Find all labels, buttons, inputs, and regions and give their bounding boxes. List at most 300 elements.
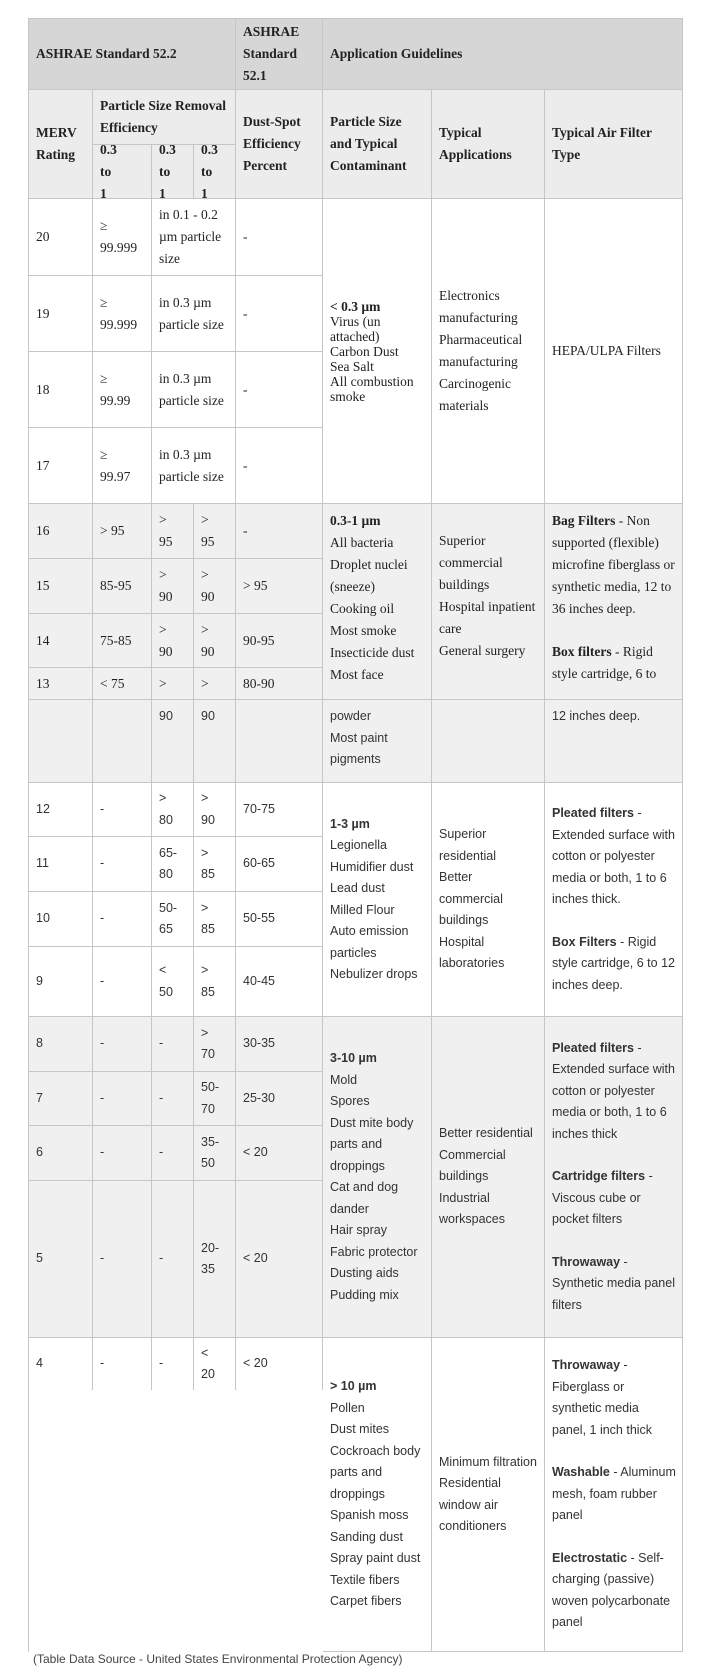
merv-rating-cell-text: 5 bbox=[36, 1251, 43, 1266]
filter-title: Washable bbox=[552, 1465, 610, 1480]
efficiency-cell-text: > 90 bbox=[201, 621, 215, 659]
text-line: Mold bbox=[330, 1072, 358, 1087]
efficiency-cell-text: - bbox=[100, 801, 105, 816]
header-sub-range bbox=[92, 144, 152, 199]
text-line: Superior residential bbox=[439, 827, 496, 863]
text-line: Electronics manufacturing bbox=[439, 288, 518, 325]
efficiency-cell-text: - bbox=[159, 1356, 164, 1371]
filter-description bbox=[552, 510, 676, 620]
efficiency-cell-text: ≥ 99.999 bbox=[100, 218, 138, 255]
cell-heading: > 10 µm bbox=[330, 1379, 377, 1394]
merv-rating-cell-text: 19 bbox=[36, 305, 50, 321]
merv-rating-cell bbox=[28, 667, 93, 700]
dust-spot-cell bbox=[235, 1180, 323, 1338]
efficiency-cell-text: - bbox=[100, 856, 105, 871]
efficiency-cell-text: - bbox=[100, 1036, 105, 1051]
text-line: pigments bbox=[330, 752, 381, 766]
efficiency-cell-text: > 90 bbox=[159, 567, 173, 604]
merv-rating-cell bbox=[28, 351, 93, 428]
dust-spot-cell-text: - bbox=[243, 229, 248, 244]
filter-description bbox=[552, 1548, 676, 1634]
efficiency-cell bbox=[92, 667, 152, 700]
filter-description bbox=[552, 803, 676, 911]
merv-rating-cell bbox=[28, 198, 93, 276]
efficiency-cell-text: 35-50 bbox=[201, 1134, 220, 1170]
dust-spot-cell bbox=[235, 1016, 323, 1072]
filter-description bbox=[552, 932, 676, 997]
filter-text: - Synthetic media panel filters bbox=[552, 1254, 675, 1312]
efficiency-cell bbox=[193, 1337, 236, 1391]
header-contaminant bbox=[322, 89, 432, 199]
text-line: Most smoke bbox=[330, 623, 397, 638]
merv-rating-cell-text: 9 bbox=[36, 973, 43, 988]
efficiency-cell-text: 75-85 bbox=[100, 632, 132, 648]
efficiency-cell-text: ≥ 99.999 bbox=[100, 294, 138, 332]
merv-rating-cell-text: 11 bbox=[36, 856, 49, 871]
dust-spot-cell bbox=[235, 946, 323, 1017]
merv-rating-cell bbox=[28, 782, 93, 837]
efficiency-cell-text: 90 bbox=[159, 709, 173, 723]
blank-area bbox=[28, 1390, 323, 1652]
merv-rating-cell bbox=[28, 1180, 93, 1338]
header-sub-range-text: 0.3 to 1 bbox=[100, 144, 117, 199]
efficiency-cell-text: > bbox=[201, 675, 209, 691]
text-line: Hospital laboratories bbox=[439, 934, 505, 971]
efficiency-cell-text: > 85 bbox=[201, 845, 215, 881]
efficiency-cell-text: - bbox=[100, 973, 105, 988]
text-line: Legionella bbox=[330, 838, 387, 852]
dust-spot-cell-text: 80-90 bbox=[243, 675, 275, 691]
dust-spot-cell-text: - bbox=[243, 381, 248, 397]
header-typical-applications bbox=[431, 89, 545, 199]
efficiency-cell-text: in 0.3 µm particle size bbox=[159, 370, 224, 408]
efficiency-cell bbox=[193, 699, 236, 783]
text-line: Commercial buildings bbox=[439, 1147, 506, 1184]
filter-description bbox=[552, 1355, 676, 1441]
dust-spot-cell-text: 90-95 bbox=[243, 632, 275, 648]
efficiency-cell bbox=[92, 198, 152, 276]
contaminant-cell bbox=[322, 1016, 432, 1338]
dust-spot-cell-text: 40-45 bbox=[243, 973, 275, 988]
filter-description bbox=[552, 1462, 676, 1527]
cell-heading: 3-10 µm bbox=[330, 1051, 377, 1065]
filter-text: - Rigid style cartridge, 6 to bbox=[552, 644, 657, 681]
text-line: Spores bbox=[330, 1094, 370, 1108]
merv-rating-cell-text: 6 bbox=[36, 1145, 43, 1160]
text-line: Pharmaceutical manufacturing bbox=[439, 332, 523, 369]
merv-rating-cell bbox=[28, 1125, 93, 1181]
filter-type-cell bbox=[544, 198, 683, 504]
efficiency-cell-text: ≥ 99.99 bbox=[100, 370, 131, 408]
merv-rating-cell-text: 16 bbox=[36, 523, 50, 538]
dust-spot-cell-text: < 20 bbox=[243, 1145, 268, 1160]
contaminant-cell bbox=[322, 782, 432, 1017]
blank-cell bbox=[431, 699, 545, 783]
efficiency-cell bbox=[193, 891, 236, 947]
efficiency-cell bbox=[193, 1071, 236, 1126]
text-line: Industrial workspaces bbox=[439, 1190, 505, 1227]
dust-spot-cell bbox=[235, 1337, 323, 1391]
filter-title: Cartridge filters bbox=[552, 1169, 646, 1184]
dust-spot-cell bbox=[235, 1071, 323, 1126]
text-line: Lead dust bbox=[330, 881, 385, 895]
efficiency-cell bbox=[193, 558, 236, 614]
text-line: Fabric protector bbox=[330, 1244, 418, 1259]
text-line: Superior commercial buildings bbox=[439, 533, 503, 592]
cell-heading: 1-3 µm bbox=[330, 816, 370, 831]
dust-spot-cell bbox=[235, 427, 323, 504]
efficiency-cell bbox=[151, 1071, 194, 1126]
text-line: All bacteria bbox=[330, 535, 394, 550]
contaminant-cell bbox=[322, 198, 432, 504]
filter-title: Throwaway bbox=[552, 1358, 621, 1373]
efficiency-cell bbox=[193, 1180, 236, 1338]
text-line: window air conditioners bbox=[439, 1497, 507, 1533]
efficiency-cell bbox=[193, 1016, 236, 1072]
header-merv-rating-text: MERV Rating bbox=[36, 125, 77, 162]
dust-spot-cell bbox=[235, 198, 323, 276]
text-line: Pudding mix bbox=[330, 1287, 399, 1302]
efficiency-cell bbox=[92, 1016, 152, 1072]
efficiency-cell bbox=[92, 1337, 152, 1391]
header-dust-spot-efficiency bbox=[235, 89, 323, 199]
dust-spot-cell-text: - bbox=[243, 523, 248, 538]
filter-title: Electrostatic bbox=[552, 1550, 628, 1565]
text-line: Textile fibers bbox=[330, 1572, 400, 1587]
efficiency-cell-text: - bbox=[100, 1145, 105, 1160]
merv-rating-cell-text: 12 bbox=[36, 801, 50, 816]
text-line: Hospital inpatient care bbox=[439, 599, 536, 636]
efficiency-cell-text: > 90 bbox=[201, 791, 215, 827]
efficiency-cell-text: < 50 bbox=[159, 963, 173, 999]
text-line: General surgery bbox=[439, 643, 526, 658]
header-merv-rating bbox=[28, 89, 93, 199]
text-line: Dust mite body parts and droppings bbox=[330, 1115, 414, 1173]
merv-rating-cell-text: 4 bbox=[36, 1356, 43, 1371]
efficiency-cell bbox=[151, 1337, 194, 1391]
filter-title: Box filters bbox=[552, 644, 612, 659]
merv-rating-cell-text: 17 bbox=[36, 457, 50, 473]
efficiency-cell-text: - bbox=[100, 911, 105, 926]
text-line: Spanish moss bbox=[330, 1508, 409, 1523]
efficiency-cell-text: > 95 bbox=[201, 512, 215, 549]
blank-cell bbox=[235, 699, 323, 783]
efficiency-cell-text: < 75 bbox=[100, 675, 125, 691]
merv-rating-cell bbox=[28, 1071, 93, 1126]
cell-heading: 0.3-1 µm bbox=[330, 513, 381, 528]
filter-text: - Aluminum mesh, foam rubber panel bbox=[552, 1465, 676, 1523]
cell-heading: < 0.3 µm bbox=[330, 298, 381, 314]
dust-spot-cell-text: < 20 bbox=[243, 1251, 268, 1266]
contaminant-cell bbox=[322, 699, 432, 783]
filter-description bbox=[552, 641, 676, 685]
dust-spot-cell bbox=[235, 782, 323, 837]
header-typical-applications-text: Typical Applications bbox=[439, 125, 512, 162]
efficiency-cell bbox=[193, 782, 236, 837]
text-line: Better residential bbox=[439, 1126, 533, 1141]
text-line: Carcinogenic materials bbox=[439, 376, 511, 413]
efficiency-cell bbox=[92, 427, 152, 504]
efficiency-cell bbox=[92, 946, 152, 1017]
efficiency-cell bbox=[151, 503, 194, 559]
filter-title: Pleated filters bbox=[552, 806, 634, 820]
text-line: Cockroach body parts and droppings bbox=[330, 1443, 421, 1501]
text-line: Dust mites bbox=[330, 1422, 390, 1437]
efficiency-cell bbox=[92, 836, 152, 892]
text-line: powder bbox=[330, 709, 371, 723]
text-line: Carbon Dust bbox=[330, 343, 399, 359]
efficiency-cell bbox=[193, 836, 236, 892]
filter-description bbox=[552, 340, 676, 362]
header-filter-type-text: Typical Air Filter Type bbox=[552, 125, 652, 162]
contaminant-cell bbox=[322, 1337, 432, 1652]
dust-spot-cell-text: 60-65 bbox=[243, 856, 275, 871]
efficiency-cell bbox=[151, 699, 194, 783]
efficiency-cell-text: 50-65 bbox=[159, 900, 178, 936]
filter-type-cell-text: 12 inches deep. bbox=[552, 709, 641, 723]
text-line: Sanding dust bbox=[330, 1529, 403, 1544]
filter-type-cell bbox=[544, 503, 683, 700]
dust-spot-cell bbox=[235, 613, 323, 668]
filter-text: - Self-charging (passive) woven polycarbonate panel bbox=[552, 1550, 671, 1630]
efficiency-cell bbox=[151, 613, 194, 668]
merv-rating-cell-text: 10 bbox=[36, 911, 50, 926]
merv-rating-cell-text: 8 bbox=[36, 1036, 43, 1051]
merv-rating-cell bbox=[28, 946, 93, 1017]
efficiency-cell-text: 20-35 bbox=[201, 1240, 220, 1276]
header-ashrae-52-1-text: ASHRAE Standard 52.1 bbox=[243, 24, 300, 83]
filter-text: - Extended surface with cotton or polyester media or both, 1 to 6 inches thick bbox=[552, 1040, 675, 1141]
dust-spot-cell bbox=[235, 351, 323, 428]
merv-rating-cell bbox=[28, 891, 93, 947]
efficiency-cell bbox=[151, 427, 236, 504]
header-sub-range bbox=[193, 144, 236, 199]
efficiency-cell-text: - bbox=[159, 1090, 164, 1105]
efficiency-cell bbox=[151, 1016, 194, 1072]
efficiency-cell bbox=[151, 782, 194, 837]
efficiency-cell bbox=[92, 1180, 152, 1338]
filter-title: Pleated filters bbox=[552, 1040, 634, 1055]
filter-title: Box Filters bbox=[552, 934, 617, 949]
efficiency-cell bbox=[92, 1125, 152, 1181]
filter-type-cell bbox=[544, 782, 683, 1017]
efficiency-cell-text: - bbox=[100, 1090, 105, 1105]
header-ashrae-52-2 bbox=[28, 18, 236, 90]
text-line: Sea Salt bbox=[330, 358, 374, 374]
merv-rating-cell bbox=[28, 503, 93, 559]
filter-text: HEPA/ULPA Filters bbox=[552, 343, 661, 358]
text-line: Insecticide dust bbox=[330, 645, 415, 660]
efficiency-cell bbox=[92, 558, 152, 614]
efficiency-cell bbox=[92, 275, 152, 352]
dust-spot-cell bbox=[235, 275, 323, 352]
efficiency-cell-text: > 90 bbox=[159, 621, 173, 659]
text-line: Minimum filtration bbox=[439, 1454, 537, 1469]
filter-type-cell bbox=[544, 699, 683, 783]
filter-type-cell bbox=[544, 1016, 683, 1338]
text-line: Dusting aids bbox=[330, 1266, 399, 1280]
efficiency-cell-text: > bbox=[159, 675, 167, 691]
header-dust-spot-efficiency-text: Dust-Spot Efficiency Percent bbox=[243, 114, 301, 173]
applications-cell bbox=[431, 1337, 545, 1652]
applications-cell bbox=[431, 198, 545, 504]
filter-description bbox=[552, 1252, 676, 1317]
efficiency-cell bbox=[193, 667, 236, 700]
table-source-caption: (Table Data Source - United States Environmental Protection Agency) bbox=[33, 1652, 403, 1666]
efficiency-cell bbox=[151, 836, 194, 892]
merv-rating-cell bbox=[28, 427, 93, 504]
efficiency-cell bbox=[92, 503, 152, 559]
text-line: Cooking oil bbox=[330, 601, 395, 616]
contaminant-cell bbox=[322, 503, 432, 700]
merv-rating-cell bbox=[28, 558, 93, 614]
dust-spot-cell-text: > 95 bbox=[243, 578, 268, 593]
text-line: Most paint bbox=[330, 730, 388, 745]
applications-cell bbox=[431, 503, 545, 700]
efficiency-cell-text: 85-95 bbox=[100, 578, 132, 593]
merv-rating-cell-text: 7 bbox=[36, 1090, 43, 1105]
text-line: Better commercial buildings bbox=[439, 870, 503, 928]
dust-spot-cell bbox=[235, 891, 323, 947]
efficiency-cell bbox=[193, 946, 236, 1017]
filter-text: - Extended surface with cotton or polyester media or both, 1 to 6 inches thick. bbox=[552, 806, 675, 906]
efficiency-cell-text: > 95 bbox=[100, 523, 125, 538]
merv-rating-cell-text: 13 bbox=[36, 675, 50, 691]
text-line: Hair spray bbox=[330, 1223, 387, 1237]
text-line: Nebulizer drops bbox=[330, 967, 418, 981]
filter-type-cell bbox=[544, 1337, 683, 1652]
text-line: Humidifier dust bbox=[330, 859, 414, 874]
efficiency-cell bbox=[92, 351, 152, 428]
merv-rating-cell bbox=[28, 613, 93, 668]
dust-spot-cell-text: 25-30 bbox=[243, 1090, 275, 1105]
efficiency-cell-text: 50-70 bbox=[201, 1080, 220, 1116]
efficiency-cell-text: in 0.3 µm particle size bbox=[159, 294, 224, 332]
dust-spot-cell bbox=[235, 1125, 323, 1181]
dust-spot-cell bbox=[235, 667, 323, 700]
efficiency-cell-text: - bbox=[159, 1251, 164, 1266]
efficiency-cell-text: > 85 bbox=[201, 963, 215, 999]
text-line: Cat and dog dander bbox=[330, 1180, 399, 1216]
filter-text: - Viscous cube or pocket filters bbox=[552, 1169, 653, 1227]
efficiency-cell-text: in 0.1 - 0.2 µm particle size bbox=[159, 207, 222, 266]
efficiency-cell bbox=[193, 503, 236, 559]
header-sub-range-text: 0.3 to 1 bbox=[201, 144, 218, 199]
dust-spot-cell bbox=[235, 836, 323, 892]
efficiency-cell-text: in 0.3 µm particle size bbox=[159, 446, 224, 484]
header-sub-range bbox=[151, 144, 194, 199]
efficiency-cell bbox=[92, 613, 152, 668]
merv-rating-cell bbox=[28, 275, 93, 352]
efficiency-cell bbox=[92, 1071, 152, 1126]
text-line: Carpet fibers bbox=[330, 1594, 402, 1609]
efficiency-cell-text: - bbox=[100, 1251, 105, 1266]
text-line: All combustion smoke bbox=[330, 373, 414, 404]
merv-rating-cell bbox=[28, 1337, 93, 1391]
filter-title: Throwaway bbox=[552, 1254, 621, 1269]
applications-cell bbox=[431, 1016, 545, 1338]
merv-rating-cell-text: 15 bbox=[36, 578, 50, 593]
header-sub-range-text: 0.3 to 1 bbox=[159, 144, 176, 199]
header-filter-type bbox=[544, 89, 683, 199]
efficiency-cell-text: > 70 bbox=[201, 1025, 215, 1061]
merv-rating-cell-text: 14 bbox=[36, 632, 50, 648]
merv-rating-cell-text: 18 bbox=[36, 381, 50, 397]
header-application-guidelines bbox=[322, 18, 683, 90]
filter-text: - Rigid style cartridge, 6 to 12 inches deep. bbox=[552, 934, 675, 992]
efficiency-cell-text: - bbox=[100, 1356, 105, 1371]
dust-spot-cell-text: 30-35 bbox=[243, 1036, 275, 1051]
filter-description bbox=[552, 1038, 676, 1146]
filter-text: - Non supported (flexible) microfine fiberglass or synthetic media, 12 to 36 inches deep. bbox=[552, 513, 675, 616]
dust-spot-cell bbox=[235, 558, 323, 614]
text-line: Milled Flour bbox=[330, 902, 395, 917]
efficiency-cell-text: > 80 bbox=[159, 791, 173, 827]
efficiency-cell-text: - bbox=[159, 1036, 164, 1051]
efficiency-cell bbox=[151, 667, 194, 700]
filter-title: Bag Filters bbox=[552, 513, 616, 528]
header-ashrae-52-2-text: ASHRAE Standard 52.2 bbox=[36, 46, 177, 61]
efficiency-cell bbox=[151, 558, 194, 614]
efficiency-cell-text: 65-80 bbox=[159, 845, 178, 881]
efficiency-cell-text: 90 bbox=[201, 709, 215, 723]
efficiency-cell bbox=[151, 198, 236, 276]
efficiency-cell bbox=[151, 1125, 194, 1181]
efficiency-cell bbox=[151, 1180, 194, 1338]
dust-spot-cell bbox=[235, 503, 323, 559]
filter-text: - Fiberglass or synthetic media panel, 1 inch thick bbox=[552, 1358, 653, 1437]
efficiency-cell bbox=[92, 782, 152, 837]
text-line: Spray paint dust bbox=[330, 1551, 421, 1566]
header-application-guidelines-text: Application Guidelines bbox=[330, 46, 463, 61]
text-line: Auto emission particles bbox=[330, 924, 409, 960]
merv-rating-cell-text: 20 bbox=[36, 229, 50, 244]
header-ashrae-52-1 bbox=[235, 18, 323, 90]
blank-cell bbox=[92, 699, 152, 783]
filter-description bbox=[552, 1166, 676, 1231]
header-particle-size-removal-efficiency bbox=[92, 89, 236, 145]
dust-spot-cell-text: 50-55 bbox=[243, 911, 275, 926]
efficiency-cell bbox=[151, 351, 236, 428]
text-line: Pollen bbox=[330, 1400, 365, 1415]
efficiency-cell bbox=[193, 613, 236, 668]
text-line: Most face bbox=[330, 667, 384, 682]
blank-cell bbox=[28, 699, 93, 783]
text-line: Virus (un attached) bbox=[330, 313, 381, 344]
efficiency-cell bbox=[151, 946, 194, 1017]
applications-cell bbox=[431, 782, 545, 1017]
efficiency-cell bbox=[151, 891, 194, 947]
merv-rating-cell bbox=[28, 836, 93, 892]
dust-spot-cell-text: 70-75 bbox=[243, 801, 275, 816]
efficiency-cell-text: ≥ 99.97 bbox=[100, 446, 131, 484]
text-line: Droplet nuclei (sneeze) bbox=[330, 557, 408, 594]
efficiency-cell-text: - bbox=[159, 1145, 164, 1160]
efficiency-cell bbox=[151, 275, 236, 352]
dust-spot-cell-text: - bbox=[243, 457, 248, 473]
efficiency-cell bbox=[92, 891, 152, 947]
efficiency-cell-text: > 90 bbox=[201, 567, 215, 604]
efficiency-cell-text: > 95 bbox=[159, 512, 173, 549]
efficiency-cell bbox=[193, 1125, 236, 1181]
header-particle-size-removal-efficiency-text: Particle Size Removal Efficiency bbox=[100, 98, 226, 135]
efficiency-cell-text: < 20 bbox=[201, 1345, 215, 1381]
text-line: Residential bbox=[439, 1476, 501, 1490]
merv-rating-cell bbox=[28, 1016, 93, 1072]
efficiency-cell-text: > 85 bbox=[201, 900, 215, 936]
header-contaminant-text: Particle Size and Typical Contaminant bbox=[330, 114, 407, 173]
dust-spot-cell-text: - bbox=[243, 305, 248, 321]
